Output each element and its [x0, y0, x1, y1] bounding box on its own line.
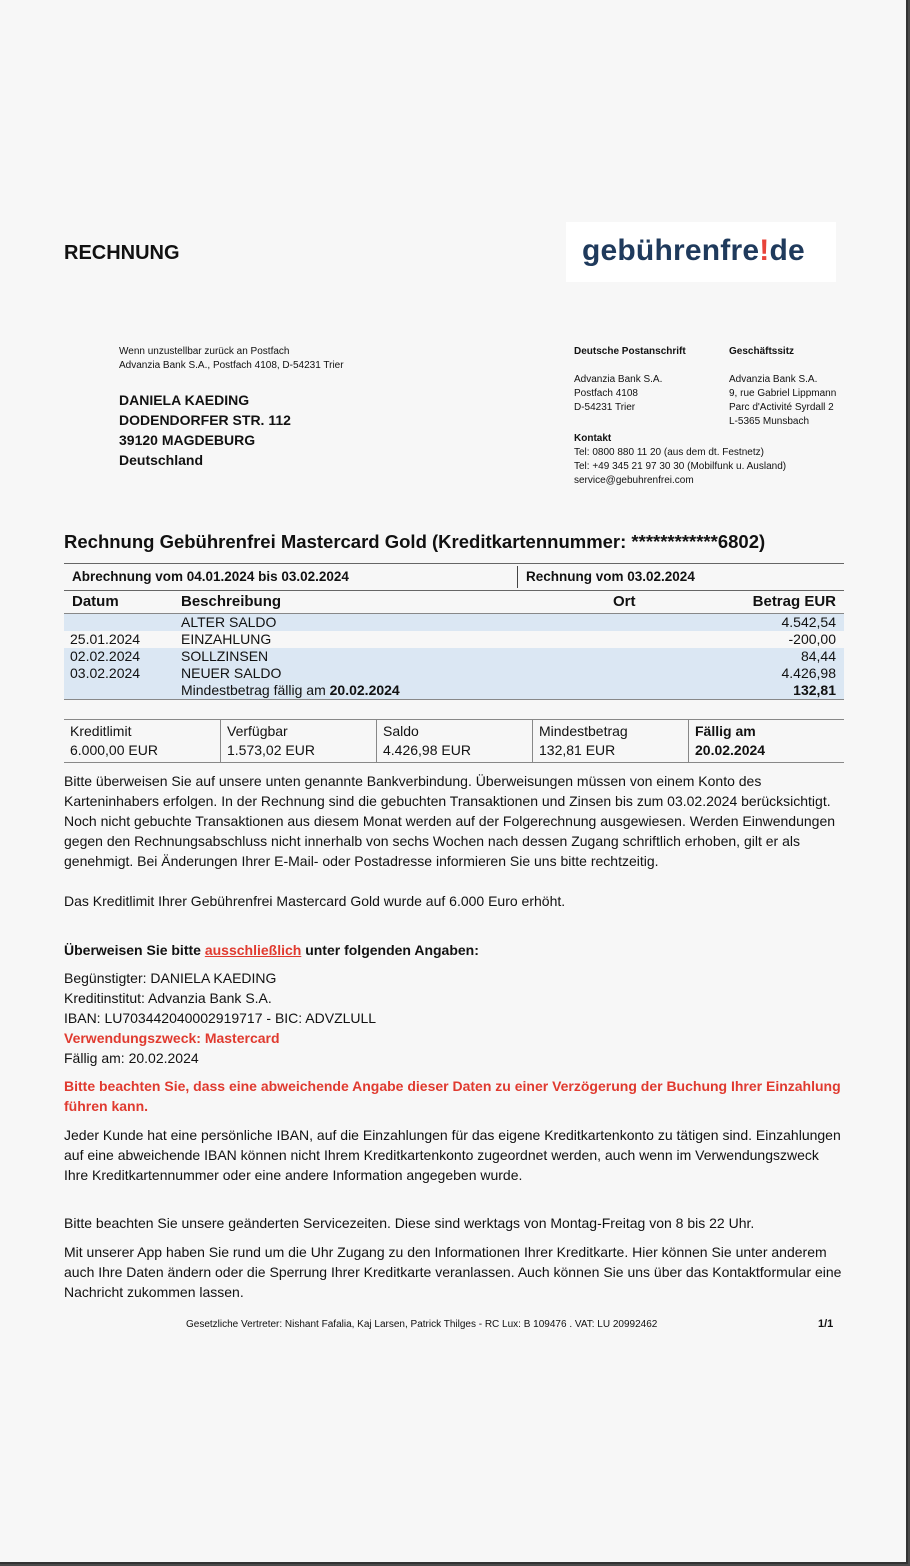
row-date: 25.01.2024 — [70, 631, 141, 647]
iban-notice: Jeder Kunde hat eine persönliche IBAN, auf die Einzahlungen für das eigene Kreditkartenkonto zu tätigen sind. Einzahlungen auf eine abweichende IBAN können nicht Ihrem Kreditkartenkonto zugeordnet werden, auch wenn im Verwendungszweck Ihre Kreditkartennummer oder eine andere Information angegeben wurde. — [64, 1127, 841, 1183]
available-value: 1.573,02 EUR — [227, 742, 315, 758]
payment-reference: Verwendungszweck: Mastercard — [64, 1030, 280, 1046]
table-row — [64, 648, 844, 665]
table-row — [64, 614, 844, 631]
summary-available — [221, 720, 377, 762]
row-date: 03.02.2024 — [70, 665, 141, 681]
postal-line1: Advanzia Bank S.A. — [574, 374, 663, 385]
contact-email: service@gebuhrenfrei.com — [574, 475, 694, 486]
minimum-payment-label — [181, 682, 400, 699]
return-address-line2: Advanzia Bank S.A., Postfach 4108, D-54231 Trier — [119, 360, 344, 371]
summary-credit-limit — [64, 720, 221, 762]
row-amount: 84,44 — [800, 648, 836, 664]
row-date: 02.02.2024 — [70, 648, 141, 664]
logo-text-main: gebührenfre — [582, 234, 760, 267]
transfer-details — [64, 968, 844, 1068]
row-description: NEUER SALDO — [181, 665, 282, 681]
office-line3: Parc d'Activité Syrdall 2 — [729, 402, 834, 413]
document-title: RECHNUNG — [64, 242, 180, 264]
minimum-payment-amount: 132,81 — [793, 682, 836, 698]
summary-minimum — [533, 720, 689, 762]
contact-heading: Kontakt — [574, 433, 612, 444]
col-amount-header: Betrag EUR — [752, 593, 836, 610]
payment-instructions: Bitte überweisen Sie auf unsere unten genannte Bankverbindung. Überweisungen müssen von einem Konto des Karteninhabers erfolgen. In der Rechnung sind die gebuchten Transaktionen und Zinsen bis zum 03.02.2024 berücksichtigt. Noch nicht gebuchte Transaktionen aus diesem Monat werden auf der Folgerechnung ausgewiesen. Werden Einwendungen gegen den Rechnungsabschluss nicht innerhalb von sechs Wochen nach dessen Zugang schriftlich erhoben, gilt er als genehmigt. Bei Änderungen Ihrer E-Mail- oder Postadresse informieren Sie uns bitte rechtzeitig. — [64, 773, 836, 869]
return-address — [119, 345, 344, 373]
minimum-payment-date: 20.02.2024 — [329, 682, 400, 698]
invoice-title: Rechnung Gebührenfrei Mastercard Gold (Kreditkartennummer: ************6802) — [64, 531, 766, 552]
office-line2: 9, rue Gabriel Lippmann — [729, 388, 837, 399]
table-row — [64, 665, 844, 682]
app-notice: Mit unserer App haben Sie rund um die Uhr Zugang zu den Informationen Ihrer Kreditkarte. Hier können Sie unter anderem auch Ihre Daten ändern oder die Sperrung Ihrer Kreditkarte veranlassen. Auch können Sie uns über das Kontaktformular eine Nachricht zukommen lassen. — [64, 1244, 842, 1300]
office-line1: Advanzia Bank S.A. — [729, 374, 818, 385]
col-desc-header: Beschreibung — [181, 593, 282, 610]
row-amount: 4.426,98 — [781, 665, 836, 681]
col-place-header: Ort — [613, 593, 636, 610]
recipient-country: Deutschland — [119, 452, 204, 468]
minimum-payment-text: Mindestbetrag fällig am — [181, 682, 330, 698]
due-date-label: Fällig am — [695, 723, 756, 739]
office-heading: Geschäftssitz — [729, 346, 795, 357]
balance-value: 4.426,98 EUR — [383, 742, 471, 758]
row-description: SOLLZINSEN — [181, 648, 269, 664]
postal-address — [574, 345, 724, 415]
office-address — [729, 345, 859, 429]
beneficiary: Begünstigter: DANIELA KAEDING — [64, 970, 277, 986]
recipient-name: DANIELA KAEDING — [119, 392, 250, 408]
return-address-line1: Wenn unzustellbar zurück an Postfach — [119, 346, 290, 357]
account-summary — [64, 719, 844, 763]
postal-line2: Postfach 4108 — [574, 388, 638, 399]
col-date-header: Datum — [72, 593, 119, 610]
logo-text-domain: de — [769, 234, 805, 267]
credit-limit-label: Kreditlimit — [70, 723, 132, 739]
available-label: Verfügbar — [227, 723, 288, 739]
contact-phone-mobile: Tel: +49 345 21 97 30 30 (Mobilfunk u. Ausland) — [574, 461, 787, 472]
row-description: EINZAHLUNG — [181, 631, 272, 647]
summary-due-date — [689, 720, 844, 762]
warning-notice: Bitte beachten Sie, dass eine abweichende Angabe dieser Daten zu einer Verzögerung der Buchung Ihrer Einzahlung führen kann. — [64, 1078, 841, 1114]
brand-logo — [566, 222, 836, 282]
postal-line3: D-54231 Trier — [574, 402, 636, 413]
minimum-label: Mindestbetrag — [539, 723, 628, 739]
row-amount: -200,00 — [788, 631, 836, 647]
row-amount: 4.542,54 — [781, 614, 836, 630]
iban-bic: IBAN: LU703442040002919717 - BIC: ADVZLULL — [64, 1010, 377, 1026]
period-divider — [517, 566, 518, 588]
service-hours-notice: Bitte beachten Sie unsere geänderten Servicezeiten. Diese sind werktags von Montag-Freitag von 8 bis 22 Uhr. — [64, 1215, 755, 1231]
due-date-value: 20.02.2024 — [695, 742, 766, 758]
invoice-date: Rechnung vom 03.02.2024 — [526, 569, 695, 584]
minimum-value: 132,81 EUR — [539, 742, 616, 758]
bank-name: Kreditinstitut: Advanzia Bank S.A. — [64, 990, 272, 1006]
credit-limit-notice: Das Kreditlimit Ihrer Gebührenfrei Mastercard Gold wurde auf 6.000 Euro erhöht. — [64, 893, 566, 909]
recipient-address — [119, 390, 291, 470]
postal-heading: Deutsche Postanschrift — [574, 346, 686, 357]
legal-footer: Gesetzliche Vertreter: Nishant Fafalia, Kaj Larsen, Patrick Thilges - RC Lux: B 109476 . VAT: LU 20992462 — [186, 1319, 658, 1330]
recipient-city: 39120 MAGDEBURG — [119, 432, 256, 448]
transfer-heading-start: Überweisen Sie bitte — [64, 942, 205, 958]
minimum-payment-row — [64, 682, 844, 700]
transfer-heading-emphasis: ausschließlich — [204, 942, 302, 958]
page-number: 1/1 — [818, 1318, 834, 1330]
office-line4: L-5365 Munsbach — [729, 416, 810, 427]
billing-period: Abrechnung vom 04.01.2024 bis 03.02.2024 — [72, 569, 349, 584]
logo-text — [582, 234, 805, 268]
transactions-table — [64, 614, 844, 700]
transactions-header — [64, 591, 844, 614]
transfer-heading-end: unter folgenden Angaben: — [301, 942, 479, 958]
contact-phone-landline: Tel: 0800 880 11 20 (aus dem dt. Festnetz) — [574, 447, 764, 458]
billing-period-bar — [64, 563, 844, 591]
logo-exclamation: ! — [759, 234, 770, 267]
transfer-heading — [64, 940, 844, 960]
row-description: ALTER SALDO — [181, 614, 277, 630]
recipient-street: DODENDORFER STR. 112 — [119, 412, 291, 428]
table-row — [64, 631, 844, 648]
summary-balance — [377, 720, 533, 762]
payment-due-date: Fällig am: 20.02.2024 — [64, 1050, 199, 1066]
credit-limit-value: 6.000,00 EUR — [70, 742, 158, 758]
balance-label: Saldo — [383, 723, 419, 739]
contact-block — [574, 432, 874, 488]
